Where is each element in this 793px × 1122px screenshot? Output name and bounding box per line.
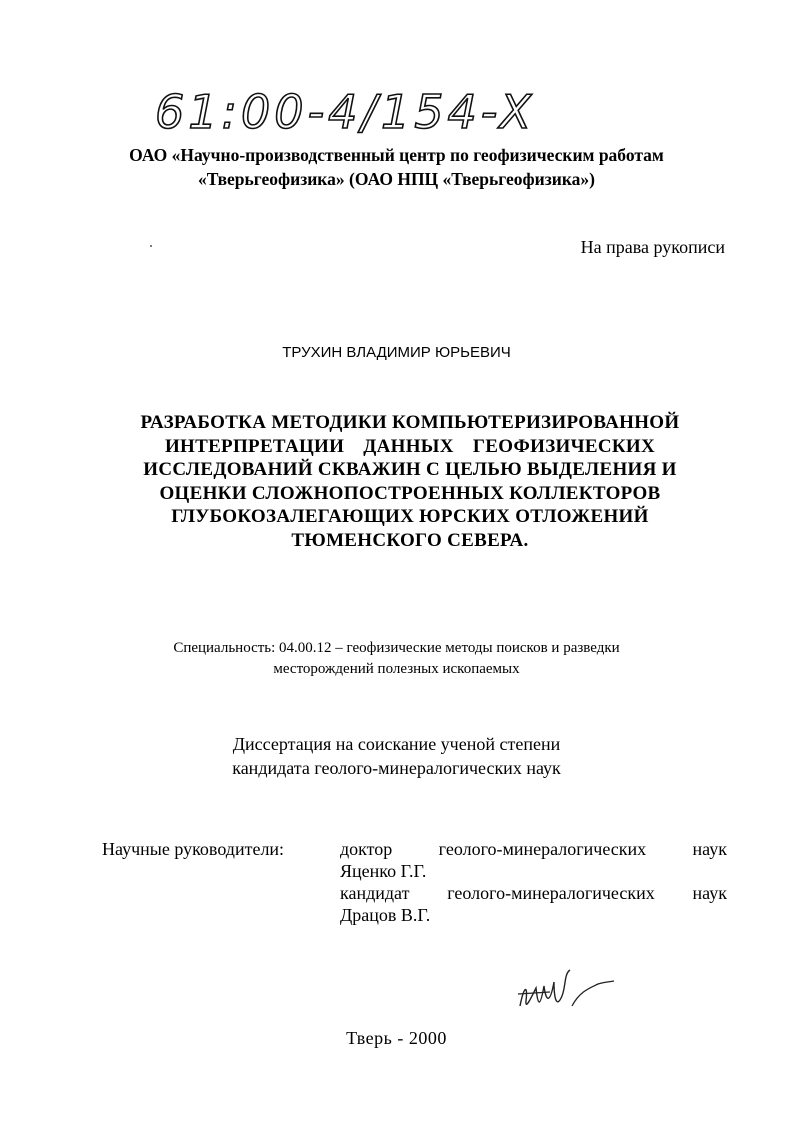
- author-name: ТРУХИН ВЛАДИМИР ЮРЬЕВИЧ: [282, 344, 511, 361]
- handwritten-archive-number: [150, 78, 550, 148]
- title-line: ИССЛЕДОВАНИЙ СКВАЖИН С ЦЕЛЬЮ ВЫДЕЛЕНИЯ И: [143, 459, 677, 480]
- specialty-line-2: месторождений полезных ископаемых: [273, 661, 520, 677]
- title-line: РАЗРАБОТКА МЕТОДИКИ КОМПЬЮТЕРИЗИРОВАННОЙ: [140, 412, 680, 433]
- handwritten-signature: [510, 966, 620, 1026]
- dissertation-title: [110, 411, 710, 552]
- supervisor-2-name: Драцов В.Г.: [340, 905, 431, 925]
- city-year: Тверь - 2000: [346, 1028, 447, 1048]
- scan-speck: [150, 245, 152, 247]
- supervisor-1-degree: доктор геолого-минералогических наук: [340, 839, 727, 859]
- supervisors-label: Научные руководители:: [102, 839, 285, 859]
- archive-number-text: 61:00-4/154-X: [155, 85, 536, 139]
- supervisor-1-name: Яценко Г.Г.: [340, 861, 427, 881]
- organization-line-2: «Тверьгеофизика» (ОАО НПЦ «Тверьгеофизика»): [198, 169, 595, 189]
- title-line: ОЦЕНКИ СЛОЖНОПОСТРОЕННЫХ КОЛЛЕКТОРОВ: [159, 482, 661, 504]
- supervisor-2-degree: кандидат геолого-минералогических наук: [340, 883, 727, 903]
- organization-line-1: ОАО «Научно-производственный центр по геофизическим работам: [129, 145, 664, 165]
- specialty-line-1: Специальность: 04.00.12 – геофизические методы поисков и разведки: [173, 640, 620, 656]
- dissertation-line-2: кандидата геолого-минералогических наук: [232, 758, 561, 778]
- manuscript-rights: На права рукописи: [580, 237, 725, 257]
- title-line: ГЛУБОКОЗАЛЕГАЮЩИХ ЮРСКИХ ОТЛОЖЕНИЙ: [171, 506, 649, 527]
- dissertation-line-1: Диссертация на соискание ученой степени: [232, 734, 561, 754]
- title-line: ИНТЕРПРЕТАЦИИ ДАННЫХ ГЕОФИЗИЧЕСКИХ: [164, 435, 656, 457]
- title-line: ТЮМЕНСКОГО СЕВЕРА.: [291, 529, 529, 551]
